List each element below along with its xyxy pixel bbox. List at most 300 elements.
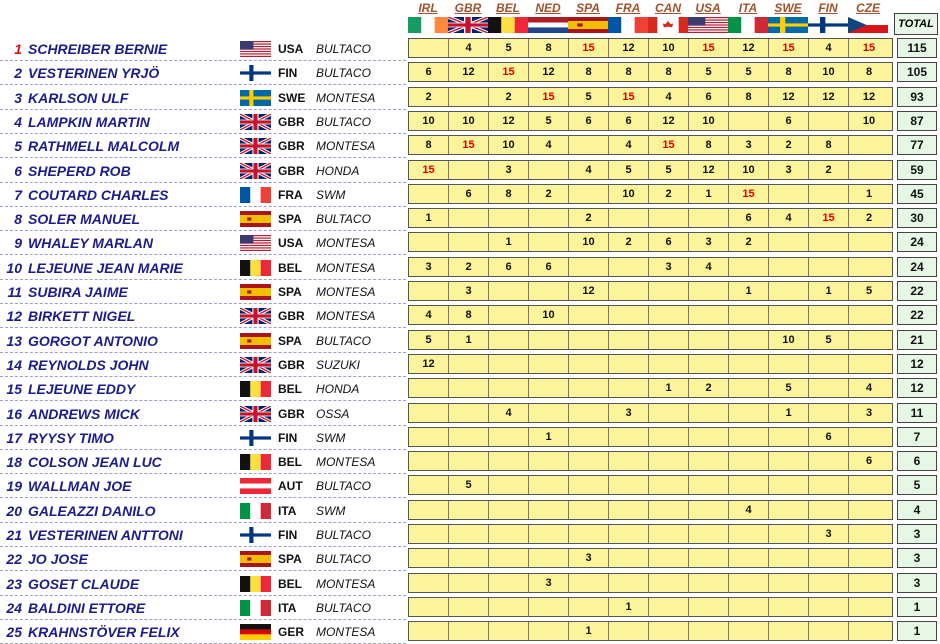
round-score xyxy=(729,331,769,349)
position: 19 xyxy=(6,478,22,495)
rider-name: REYNOLDS JOHN xyxy=(28,356,149,373)
total-points: 3 xyxy=(897,524,937,544)
motorcycle-brand: OSSA xyxy=(316,406,350,421)
round-score xyxy=(529,355,569,373)
round-score: 4 xyxy=(769,209,809,227)
motorcycle-brand: BULTACO xyxy=(316,333,371,348)
round-score xyxy=(649,452,689,470)
round-score: 15 xyxy=(769,39,809,57)
score-cells xyxy=(408,111,893,131)
belgium-flag-icon xyxy=(240,260,271,276)
position: 6 xyxy=(14,162,22,179)
round-score: 10 xyxy=(489,136,529,154)
round-label-cze: CZE xyxy=(856,1,880,15)
round-score: 8 xyxy=(609,63,649,81)
motorcycle-brand: BULTACO xyxy=(316,212,371,227)
round-score: 6 xyxy=(529,258,569,276)
round-score xyxy=(529,598,569,616)
rider-name: ANDREWS MICK xyxy=(28,405,140,422)
round-score xyxy=(409,525,449,543)
round-score xyxy=(809,258,849,276)
rider-name: SUBIRA JAIME xyxy=(28,284,128,300)
round-score: 4 xyxy=(529,136,569,154)
rider-name-cell xyxy=(0,548,88,570)
round-score xyxy=(849,355,889,373)
table-row xyxy=(0,522,940,546)
round-score xyxy=(849,574,889,592)
round-score xyxy=(569,525,609,543)
nationality: SPA xyxy=(278,285,302,299)
score-cells xyxy=(408,354,893,374)
score-cells xyxy=(408,475,893,495)
finland-flag-icon xyxy=(240,527,271,543)
ireland-flag-icon xyxy=(408,17,448,33)
round-score xyxy=(489,525,529,543)
round-score: 12 xyxy=(489,112,529,130)
round-label-ita: ITA xyxy=(738,1,758,15)
round-score xyxy=(849,306,889,324)
round-score: 4 xyxy=(449,39,489,57)
round-score: 10 xyxy=(569,233,609,251)
round-score: 2 xyxy=(809,161,849,179)
round-score xyxy=(449,598,489,616)
round-score xyxy=(729,598,769,616)
round-score xyxy=(689,331,729,349)
round-score: 6 xyxy=(689,88,729,106)
round-score: 3 xyxy=(409,258,449,276)
round-score: 15 xyxy=(689,39,729,57)
rider-name-cell xyxy=(0,451,162,473)
round-score: 8 xyxy=(649,63,689,81)
score-cells xyxy=(408,257,893,277)
uk-flag-icon xyxy=(240,308,271,324)
nationality: GER xyxy=(278,625,305,640)
motorcycle-brand: BULTACO xyxy=(316,42,371,56)
round-score xyxy=(449,161,489,179)
position: 18 xyxy=(6,454,22,471)
position: 14 xyxy=(6,356,22,373)
round-score xyxy=(529,452,569,470)
round-score xyxy=(449,233,489,251)
nationality: BEL xyxy=(278,260,302,275)
round-score xyxy=(409,404,449,422)
round-score xyxy=(609,379,649,397)
round-score xyxy=(809,622,849,640)
table-row xyxy=(0,401,940,425)
round-score xyxy=(689,501,729,519)
round-score xyxy=(809,306,849,324)
usa-flag-icon xyxy=(688,17,728,33)
round-score xyxy=(529,379,569,397)
round-score: 15 xyxy=(809,209,849,227)
round-score: 10 xyxy=(862,114,876,127)
total-points: 6 xyxy=(897,451,937,471)
round-score xyxy=(729,525,769,543)
round-score: 15 xyxy=(489,63,529,81)
position: 25 xyxy=(6,624,22,641)
round-score xyxy=(809,598,849,616)
position: 16 xyxy=(6,405,22,422)
round-score xyxy=(769,428,809,446)
position: 3 xyxy=(14,89,22,106)
round-score xyxy=(769,622,809,640)
round-score xyxy=(609,355,649,373)
round-score xyxy=(569,258,609,276)
round-score xyxy=(729,476,769,494)
nationality: GBR xyxy=(278,406,305,421)
nationality: SPA xyxy=(278,552,302,567)
round-score: 6 xyxy=(409,63,449,81)
france-flag-icon xyxy=(608,17,648,33)
nationality: FIN xyxy=(278,66,298,81)
score-cells xyxy=(408,232,893,252)
rider-name-cell xyxy=(0,378,135,400)
total-points: 59 xyxy=(897,160,937,180)
round-score xyxy=(849,161,889,179)
belgium-flag-icon xyxy=(240,381,271,397)
rider-name-cell xyxy=(0,160,131,182)
motorcycle-brand: MONTESA xyxy=(316,455,376,470)
round-score xyxy=(649,355,689,373)
round-score xyxy=(529,233,569,251)
round-score xyxy=(449,404,489,422)
round-score: 4 xyxy=(729,501,769,519)
round-score xyxy=(409,233,449,251)
table-row xyxy=(0,425,940,449)
round-score xyxy=(609,282,649,300)
position: 24 xyxy=(6,599,22,616)
round-score: 15 xyxy=(729,185,769,203)
rider-name-cell xyxy=(0,427,114,449)
nationality: GBR xyxy=(278,114,305,129)
round-score xyxy=(769,258,809,276)
rider-name-cell xyxy=(0,500,156,522)
table-row xyxy=(0,85,940,109)
round-score xyxy=(449,622,489,640)
round-score: 6 xyxy=(449,185,489,203)
nationality: ITA xyxy=(278,503,297,518)
table-row xyxy=(0,230,940,254)
italy-flag-icon xyxy=(240,503,271,519)
round-score: 5 xyxy=(609,161,649,179)
table-row xyxy=(0,158,940,182)
round-score: 15 xyxy=(449,136,489,154)
round-score: 6 xyxy=(809,428,849,446)
round-score: 10 xyxy=(449,112,489,130)
round-score: 12 xyxy=(729,39,769,57)
total-points: 22 xyxy=(897,281,937,301)
nationality: BEL xyxy=(278,576,302,591)
round-score: 15 xyxy=(569,39,609,57)
motorcycle-brand: BULTACO xyxy=(316,479,371,494)
score-cells xyxy=(408,62,893,82)
rider-name: LEJEUNE JEAN MARIE xyxy=(28,259,183,276)
round-score xyxy=(729,404,769,422)
score-cells xyxy=(408,621,893,641)
motorcycle-brand: BULTACO xyxy=(316,552,371,567)
round-score xyxy=(449,452,489,470)
round-score xyxy=(449,209,489,227)
position: 9 xyxy=(14,235,22,252)
round-score xyxy=(809,574,849,592)
round-score: 5 xyxy=(489,39,529,57)
round-score xyxy=(809,501,849,519)
motorcycle-brand: MONTESA xyxy=(316,576,376,591)
round-score xyxy=(849,331,889,349)
round-score xyxy=(729,379,769,397)
motorcycle-brand: MONTESA xyxy=(316,260,376,275)
france-flag-icon xyxy=(240,187,271,203)
round-score: 2 xyxy=(769,136,809,154)
round-score: 6 xyxy=(609,112,649,130)
round-score xyxy=(609,574,649,592)
nationality: FIN xyxy=(278,528,298,542)
round-score xyxy=(409,476,449,494)
austria-flag-icon xyxy=(240,478,271,494)
round-score xyxy=(489,501,529,519)
round-score: 1 xyxy=(529,428,569,446)
round-score xyxy=(809,112,849,130)
round-score xyxy=(849,549,889,567)
position: 21 xyxy=(6,527,22,543)
round-score xyxy=(689,574,729,592)
round-score xyxy=(649,549,689,567)
round-score xyxy=(649,331,689,349)
rider-name-cell xyxy=(0,597,145,619)
score-cells xyxy=(408,330,893,350)
round-score xyxy=(809,476,849,494)
rider-name-cell xyxy=(0,330,158,352)
round-score: 10 xyxy=(769,331,809,349)
round-score xyxy=(849,258,889,276)
round-score xyxy=(769,574,809,592)
total-points: 3 xyxy=(897,548,937,568)
sweden-flag-icon xyxy=(240,90,271,106)
round-label-can: CAN xyxy=(655,1,681,15)
round-score: 6 xyxy=(865,455,873,468)
round-score: 2 xyxy=(689,379,729,397)
round-score xyxy=(729,258,769,276)
round-score xyxy=(689,476,729,494)
round-score xyxy=(489,476,529,494)
total-points: 12 xyxy=(897,354,937,374)
round-score: 2 xyxy=(409,88,449,106)
total-points: 21 xyxy=(897,330,937,350)
nationality: ITA xyxy=(278,600,297,615)
round-score xyxy=(849,525,889,543)
rider-name: RYYSY TIMO xyxy=(28,429,114,446)
rider-name: COUTARD CHARLES xyxy=(28,186,169,203)
round-score xyxy=(409,428,449,446)
round-score xyxy=(729,355,769,373)
total-points: 22 xyxy=(897,305,937,325)
round-score: 10 xyxy=(729,161,769,179)
round-score xyxy=(809,379,849,397)
rider-name-cell xyxy=(0,87,128,109)
rider-name-cell xyxy=(0,621,180,643)
total-points: 77 xyxy=(897,135,937,155)
round-score xyxy=(649,574,689,592)
round-score: 4 xyxy=(569,161,609,179)
nationality: BEL xyxy=(278,455,302,470)
rider-name-cell xyxy=(0,111,150,133)
round-score xyxy=(489,209,529,227)
round-score xyxy=(769,549,809,567)
table-row xyxy=(0,376,940,400)
rider-name: GOSET CLAUDE xyxy=(28,575,140,592)
round-score xyxy=(489,355,529,373)
round-score xyxy=(769,501,809,519)
round-score: 3 xyxy=(809,525,849,543)
round-score xyxy=(729,452,769,470)
rider-name-cell xyxy=(0,257,183,279)
round-score xyxy=(409,549,449,567)
round-score: 12 xyxy=(529,63,569,81)
round-score xyxy=(769,233,809,251)
round-score: 3 xyxy=(489,161,529,179)
round-score xyxy=(489,549,529,567)
round-score xyxy=(409,185,449,203)
score-cells xyxy=(408,305,893,325)
round-score xyxy=(849,428,889,446)
round-score xyxy=(769,355,809,373)
round-score: 5 xyxy=(449,476,489,494)
table-row xyxy=(0,449,940,473)
round-score: 10 xyxy=(649,39,689,57)
round-score: 10 xyxy=(809,63,849,81)
position: 7 xyxy=(14,186,22,203)
round-score xyxy=(769,452,809,470)
total-points: 7 xyxy=(897,427,937,447)
round-score: 1 xyxy=(609,598,649,616)
round-score xyxy=(689,306,729,324)
round-score xyxy=(569,452,609,470)
round-score xyxy=(569,404,609,422)
round-score xyxy=(609,258,649,276)
round-score: 5 xyxy=(649,161,689,179)
rider-name-cell xyxy=(0,475,131,497)
round-score xyxy=(569,355,609,373)
round-score: 2 xyxy=(865,212,873,225)
round-score: 3 xyxy=(769,161,809,179)
position: 4 xyxy=(14,113,22,130)
round-score xyxy=(649,476,689,494)
round-score: 6 xyxy=(769,112,809,130)
round-score: 15 xyxy=(409,161,449,179)
round-score: 4 xyxy=(609,136,649,154)
round-score xyxy=(489,574,529,592)
round-score xyxy=(729,622,769,640)
round-score xyxy=(449,428,489,446)
belgium-flag-icon xyxy=(488,17,528,33)
uk-flag-icon xyxy=(240,114,271,130)
table-row xyxy=(0,473,940,497)
motorcycle-brand: MONTESA xyxy=(316,309,376,324)
total-points: 11 xyxy=(897,403,937,423)
round-score xyxy=(849,501,889,519)
round-score xyxy=(609,622,649,640)
motorcycle-brand: SUZUKI xyxy=(316,357,361,372)
table-row xyxy=(0,182,940,206)
table-row xyxy=(0,328,940,352)
round-score: 12 xyxy=(569,282,609,300)
score-cells xyxy=(408,548,893,568)
round-label-fin: FIN xyxy=(818,1,838,15)
total-points: 24 xyxy=(897,232,937,252)
uk-flag-icon xyxy=(240,406,271,422)
score-cells xyxy=(408,208,893,228)
table-row xyxy=(0,619,940,643)
score-cells xyxy=(408,135,893,155)
total-points: 1 xyxy=(897,597,937,617)
round-score xyxy=(569,379,609,397)
round-score xyxy=(409,452,449,470)
round-label-ned: NED xyxy=(535,1,561,15)
rider-name: LAMPKIN MARTIN xyxy=(28,113,150,130)
round-score xyxy=(649,404,689,422)
table-row xyxy=(0,279,940,303)
round-score: 3 xyxy=(569,549,609,567)
round-score: 10 xyxy=(409,112,449,130)
motorcycle-brand: HONDA xyxy=(316,382,360,397)
round-score xyxy=(449,525,489,543)
nationality: GBR xyxy=(278,139,305,154)
round-score: 3 xyxy=(729,136,769,154)
round-score xyxy=(729,428,769,446)
round-score xyxy=(769,525,809,543)
nationality: SPA xyxy=(278,333,302,348)
score-cells xyxy=(408,38,893,58)
position: 8 xyxy=(14,211,22,228)
total-points: 3 xyxy=(897,573,937,593)
spain-flag-icon xyxy=(240,284,271,300)
uk-flag-icon xyxy=(240,163,271,179)
round-score xyxy=(409,282,449,300)
round-score: 5 xyxy=(529,112,569,130)
round-score: 4 xyxy=(689,258,729,276)
canada-flag-icon xyxy=(648,17,688,33)
round-score: 10 xyxy=(689,112,729,130)
round-score: 12 xyxy=(609,39,649,57)
position: 17 xyxy=(6,429,22,446)
round-score xyxy=(529,622,569,640)
rider-name: KARLSON ULF xyxy=(28,89,129,106)
round-score xyxy=(569,331,609,349)
nationality: GBR xyxy=(278,357,305,372)
position: 12 xyxy=(6,308,22,325)
score-cells xyxy=(408,403,893,423)
round-score: 12 xyxy=(809,88,849,106)
round-score xyxy=(489,282,529,300)
round-score xyxy=(449,549,489,567)
round-score xyxy=(529,282,569,300)
round-score: 4 xyxy=(489,404,529,422)
round-score xyxy=(689,282,729,300)
round-score: 1 xyxy=(649,379,689,397)
round-score xyxy=(809,233,849,251)
nationality: GBR xyxy=(278,309,305,324)
motorcycle-brand: MONTESA xyxy=(316,139,376,154)
finland-flag-icon xyxy=(808,17,848,33)
round-score: 8 xyxy=(569,63,609,81)
round-score: 8 xyxy=(449,306,489,324)
round-score xyxy=(849,136,889,154)
round-score xyxy=(809,355,849,373)
round-score xyxy=(809,404,849,422)
round-score xyxy=(409,39,449,57)
round-score: 15 xyxy=(649,136,689,154)
round-label-fra: FRA xyxy=(615,1,641,15)
